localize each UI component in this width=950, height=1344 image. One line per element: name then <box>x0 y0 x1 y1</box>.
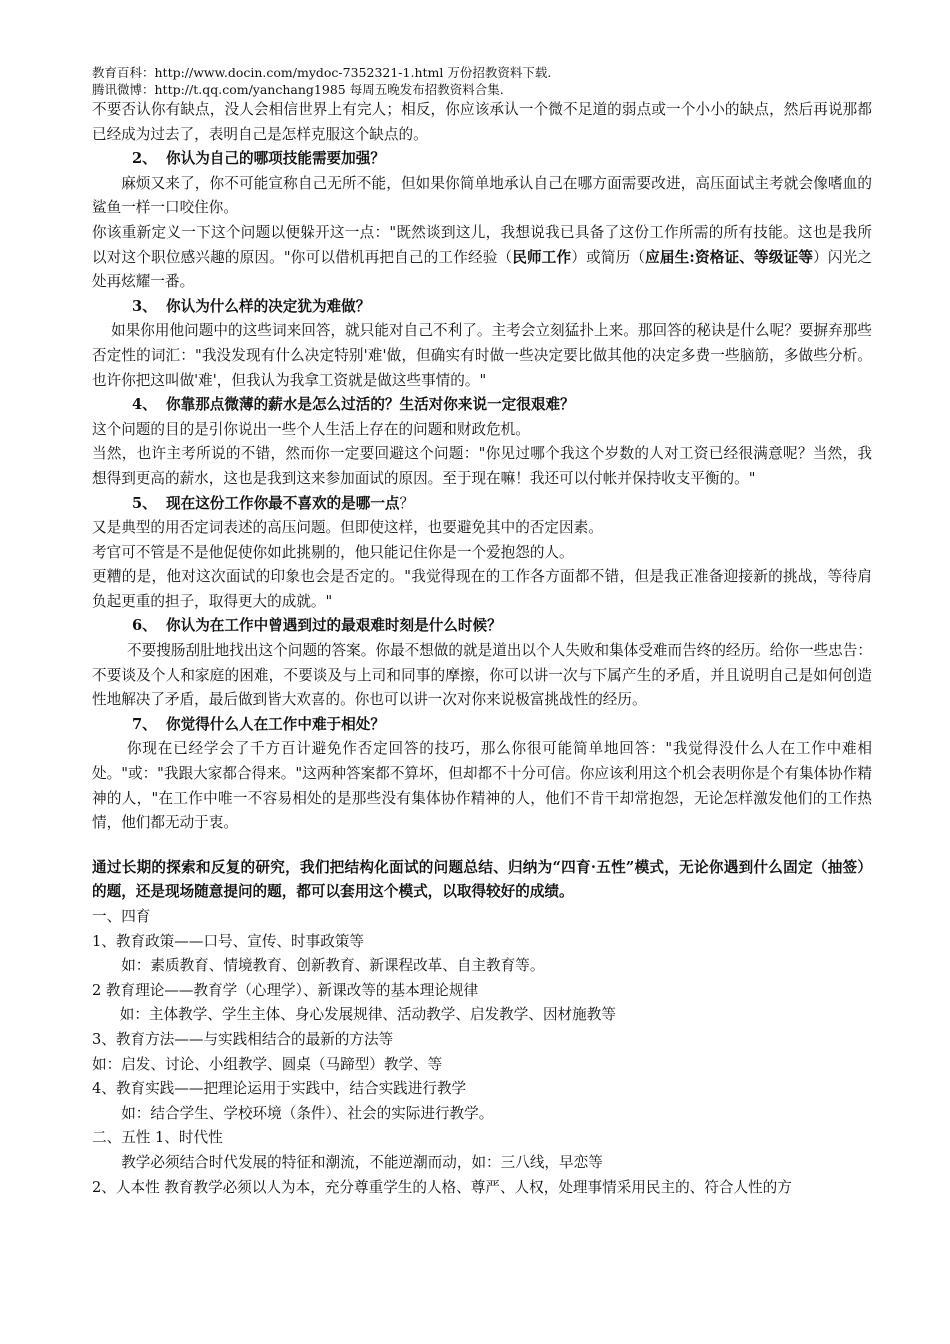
four-edu-item-1-example: 如：素质教育、情境教育、创新教育、新课程改革、自主教育等。 <box>121 957 545 975</box>
question-5-title-suffix: ？ <box>399 494 415 512</box>
question-5-paragraph-3: 更糟的是，他对这次面试的印象也会是否定的。"我觉得现在的工作各方面都不错，但是我正准备迎接新的挑战，等待肩负起更重的担子，取得更大的成就。" <box>92 568 872 610</box>
question-3-number: 3、 <box>132 297 157 315</box>
question-2-heading <box>92 147 872 172</box>
question-3-heading <box>92 295 872 320</box>
four-edu-item-4: 4、教育实践——把理论运用于实践中，结合实践进行教学 <box>92 1080 467 1098</box>
intro-paragraph: 不要否认你有缺点，没人会相信世界上有完人；相反，你应该承认一个微不足道的弱点或一个小小的缺点，然后再说那都已经成为过去了，表明自己是怎样克服这个缺点的。 <box>92 101 872 143</box>
five-nature-item-1-text: 教学必须结合时代发展的特征和潮流，不能逆潮而动，如：三八线，早恋等 <box>121 1153 603 1171</box>
question-7-paragraph-1: 你现在已经学会了千方百计避免作否定回答的技巧，那么你很可能简单地回答："我觉得没什么人在工作中难相处。"或："我跟大家都合得来。"这两种答案都不算坏，但却都不十分可信。你应该利用这个机会表明你是个有集体协作精神的人，"在工作中唯一不容易相处的是那些没有集体协作精神的人，他们不肯干却常抱怨，无论怎样激发他们的工作热情，他们都无动于衷。 <box>92 740 872 832</box>
summary-paragraph: 通过长期的探索和反复的研究，我们把结构化面试的问题总结、归纳为“四育·五性”模式，无论你遇到什么固定（抽签）的题，还是现场随意提问的题，都可以套用这个模式，以取得较好的成绩。 <box>92 858 872 901</box>
four-edu-heading: 一、四育 <box>92 908 151 925</box>
document-page <box>92 64 872 1200</box>
four-edu-item-3-example: 如：启发、讨论、小组教学、圆桌（马蹄型）教学、等 <box>92 1055 443 1073</box>
question-6-heading <box>92 614 872 639</box>
question-2-title: 你认为自己的哪项技能需要加强？ <box>166 150 385 168</box>
question-2-number: 2、 <box>132 150 157 168</box>
question-2-p2-text-a: 你该重新定义一下这个问题以便躲开这一点："既然谈到这儿，我想说我已具备了这份工作所需的所有技能。这也是我所以对这个职位感兴趣的原因。"你可以借机再把自己的工作经验（ <box>92 223 872 266</box>
question-6-number: 6、 <box>132 617 157 635</box>
question-3-paragraph-1: 如果你用他问题中的这些词来回答，就只能对自己不利了。主考会立刻猛扑上来。那回答的秘诀是什么呢？要摒弃那些否定性的词汇："我没发现有什么决定特别'难'做，但确实有时做一些决定要比做其他的决定多费一些脑筋，多做些分析。也许你把这叫做'难'，但我认为我拿工资就是做这些事情的。" <box>92 322 872 389</box>
section-spacer <box>92 836 872 856</box>
four-edu-item-3: 3、教育方法——与实践相结合的最新的方法等 <box>92 1030 394 1048</box>
header-line-docin: 教育百科：http://www.docin.com/mydoc-7352321-1.html 万份招教资料下载. <box>92 65 552 80</box>
four-edu-item-2-example: 如：主体教学、学生主体、身心发展规律、活动教学、启发教学、因材施教等 <box>119 1006 616 1024</box>
five-nature-heading: 二、五性 1、时代性 <box>92 1129 223 1147</box>
question-5-paragraph-1: 又是典型的用否定词表述的高压问题。但即使这样，也要避免其中的否定因素。 <box>92 519 603 537</box>
question-6-paragraph-1: 不要搜肠刮肚地找出这个问题的答案。你最不想做的就是道出以个人失败和集体受难而告终的经历。给你一些忠告：不要谈及个人和家庭的困难，不要谈及与上司和同事的摩擦，你可以讲一次与下属产生的矛盾，并且说明自己是如何创造性地解决了矛盾，最后做到皆大欢喜的。你也可以讲一次对你来说极富挑战性的经历。 <box>92 642 872 709</box>
question-7-title: 你觉得什么人在工作中难于相处？ <box>166 715 385 733</box>
question-2-p2-bold-a: 民师工作 <box>512 248 572 266</box>
four-edu-item-4-example: 如：结合学生、学校环境（条件）、社会的实际进行教学。 <box>121 1104 494 1122</box>
question-2-paragraph-1: 麻烦又来了，你不可能宣称自己无所不能，但如果你简单地承认自己在哪方面需要改进，高压面试主考就会像嗜血的鲨鱼一样一口咬住你。 <box>92 174 872 217</box>
question-6-title: 你认为在工作中曾遇到过的最艰难时刻是什么时候？ <box>166 617 502 635</box>
question-2-p2-text-c: ）闪光之处再炫耀一番。 <box>92 248 872 291</box>
four-edu-item-1: 1、教育政策——口号、宣传、时事政策等 <box>92 932 364 950</box>
question-5-paragraph-2: 考官可不管是不是他促使你如此挑剔的，他只能记住你是一个爱抱怨的人。 <box>92 543 574 561</box>
question-2-p2-text-b: ）或简历（ <box>571 248 646 266</box>
question-3-title: 你认为什么样的决定犹为难做？ <box>166 297 371 315</box>
question-2-paragraph-2 <box>92 221 872 295</box>
question-5-number: 5、 <box>132 494 157 512</box>
question-5-title: 现在这份工作你最不喜欢的是哪一点 <box>166 494 400 512</box>
question-4-number: 4、 <box>132 396 157 414</box>
question-4-paragraph-1: 这个问题的目的是引你说出一些个人生活上存在的问题和财政危机。 <box>92 420 530 438</box>
question-2-p2-bold-b: 应届生:资格证、等级证等 <box>645 248 814 266</box>
four-edu-item-2: 2 教育理论——教育学（心理学）、新课改等的基本理论规律 <box>92 981 479 999</box>
question-4-paragraph-2: 当然，也许主考所说的不错，然而你一定要回避这个问题："你见过哪个我这个岁数的人对工资已经很满意呢？当然，我想得到更高的薪水，这也是我到这来参加面试的原因。至于现在嘛！我还可以付帐并保持收支平衡的。" <box>92 445 872 487</box>
five-nature-item-2-text: 2、人本性 教育教学必须以人为本，充分尊重学生的人格、尊严、人权，处理事情采用民主的、符合人性的方 <box>92 1178 792 1196</box>
question-7-heading <box>92 713 872 738</box>
header-line-weibo: 腾讯微博：http://t.qq.com/yanchang1985 每周五晚发布招教资料合集. <box>92 82 504 97</box>
question-4-title: 你靠那点微薄的薪水是怎么过活的？生活对你来说一定很艰难？ <box>166 396 575 414</box>
question-5-heading <box>92 492 872 517</box>
question-7-number: 7、 <box>132 715 157 733</box>
question-4-heading <box>92 393 872 418</box>
